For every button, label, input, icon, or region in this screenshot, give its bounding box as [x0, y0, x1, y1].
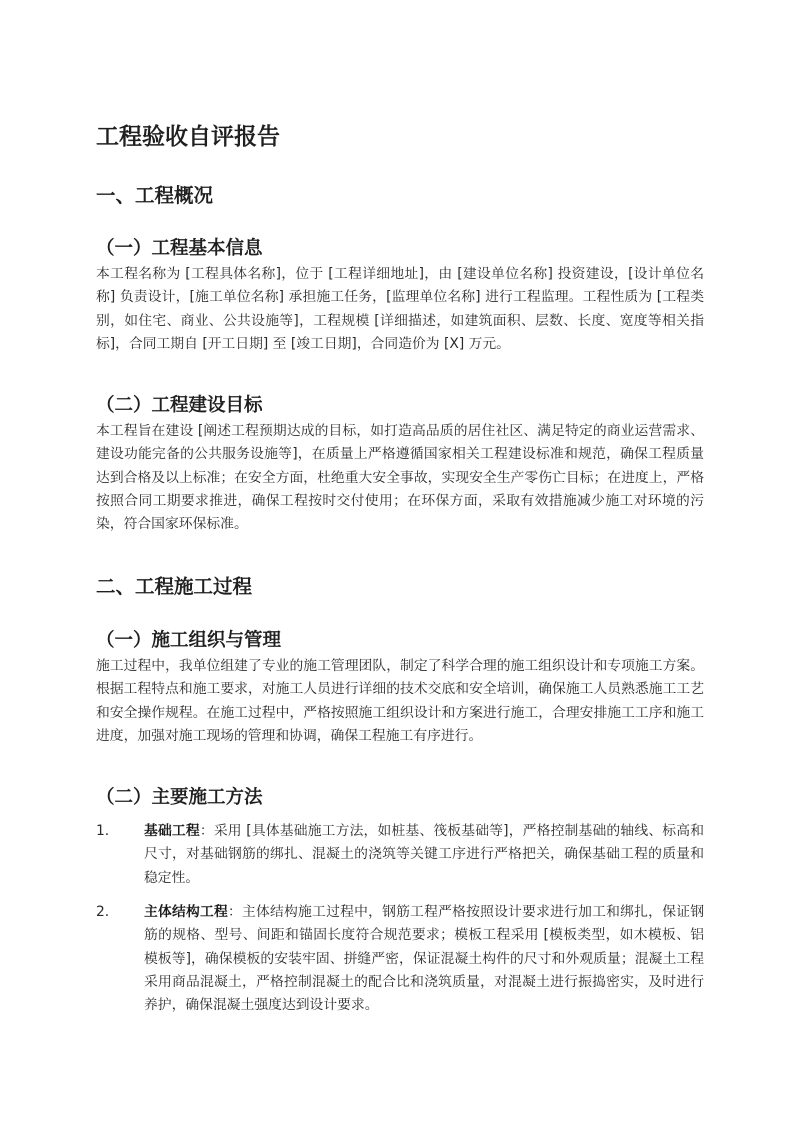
list-item-text [144, 820, 704, 890]
list-item-text [144, 901, 704, 1017]
list-item-body: ：主体结构施工过程中，钢筋工程严格按照设计要求进行加工和绑扎，保证钢筋的规格、型号、间距和锚固长度符合规范要求；模板工程采用 [模板类型，如木模板、铝模板等]，确保模板的安装牢固、拼缝严密，保证混凝土构件的尺寸和外观质量；混凝土工程采用商品混凝土，严格控制混凝土的配合比和浇筑质量，对混凝土进行振捣密实，及时进行养护，确保混凝土强度达到设计要求。 [144, 904, 704, 1014]
paragraph-organization: 施工过程中，我单位组建了专业的施工管理团队，制定了科学合理的施工组织设计和专项施工方案。根据工程特点和施工要求，对施工人员进行详细的技术交底和安全培训，确保施工人员熟悉施工工艺和安全操作规程。在施工过程中，严格按照施工组织设计和方案进行施工，合理安排施工工序和施工进度，加强对施工现场的管理和协调，确保工程施工有序进行。 [96, 658, 704, 744]
list-number: 1. [96, 823, 110, 839]
section-heading-overview: 一、工程概况 [96, 184, 214, 207]
paragraph-basic-info: 本工程名称为 [工程具体名称]，位于 [工程详细地址]，由 [建设单位名称] 投资建设，[设计单位名称] 负责设计，[施工单位名称] 承担施工任务，[监理单位名称] 进行工程监理。工程性质为 [工程类别，如住宅、商业、公共设施等]，工程规模 [详细描述，如建筑面积、层数、长度、宽度等相关指标]，合同工期自 [开工日期] 至 [竣工日期]，合同造价为 [X] 万元。 [96, 266, 704, 352]
subsection-heading-methods: （二）主要施工方法 [96, 787, 263, 808]
subsection-heading-organization: （一）施工组织与管理 [96, 630, 282, 651]
subsection-heading-basic-info: （一）工程基本信息 [96, 238, 263, 259]
document-title: 工程验收自评报告 [96, 124, 280, 150]
paragraph-goals: 本工程旨在建设 [阐述工程预期达成的目标，如打造高品质的居住社区、满足特定的商业运营需求、建设功能完备的公共服务设施等]，在质量上严格遵循国家相关工程建设标准和规范，确保工程质量达到合格及以上标准；在安全方面，杜绝重大安全事故，实现安全生产零伤亡目标；在进度上，严格按照合同工期要求推进，确保工程按时交付使用；在环保方面，采取有效措施减少施工对环境的污染，符合国家环保标准。 [96, 423, 704, 533]
list-item-label: 主体结构工程 [144, 904, 229, 920]
list-item-body: ：采用 [具体基础施工方法，如桩基、筏板基础等]，严格控制基础的轴线、标高和尺寸，对基础钢筋的绑扎、混凝土的浇筑等关键工序进行严格把关，确保基础工程的质量和稳定性。 [144, 823, 705, 886]
subsection-heading-goals: （二）工程建设目标 [96, 395, 263, 416]
section-heading-construction-process: 二、工程施工过程 [96, 575, 253, 598]
list-item-label: 基础工程 [144, 823, 200, 839]
list-number: 2. [96, 904, 110, 920]
